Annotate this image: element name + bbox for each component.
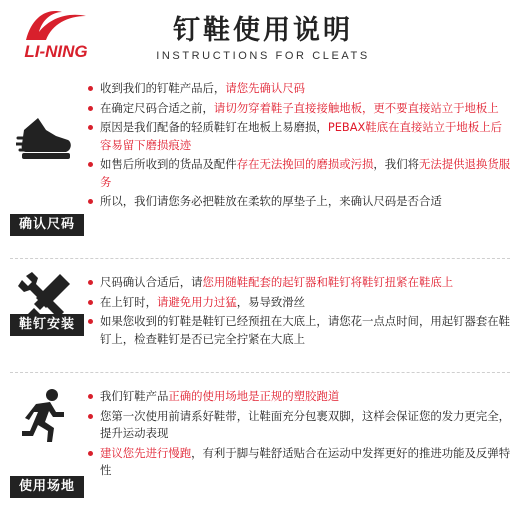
item-text: 如售后所收到的货品及配件	[100, 157, 237, 171]
brand-name: LI-NING	[24, 42, 88, 61]
item-text: 所以，我们请您务必把鞋放在柔软的厚垫子上，来确认尺码是否合适	[100, 194, 442, 208]
shoe-icon	[16, 108, 74, 166]
item-text: 在上钉时，	[100, 294, 157, 309]
item-text: 原因是我们配备的轻质鞋钉在地板上易磨损，	[100, 120, 328, 134]
item-text: ，易导致滑丝	[236, 294, 306, 309]
item-text: ，我们将	[373, 157, 419, 171]
item-text: ，有利于脚与鞋舒适贴合在运动中发挥更好的推进功能及反弹特性	[100, 445, 511, 477]
section-label: 确认尺码	[10, 214, 84, 236]
item-text: 尺码确认合适后，请	[100, 275, 203, 289]
section-items	[88, 388, 513, 482]
item-text: 在确定尺码合适之前，	[100, 100, 214, 115]
item-text: 收到我们的钉鞋产品后，	[100, 81, 226, 95]
item-highlight: 请切勿穿着鞋子直接接触地板，更不要直接站立于地板上	[213, 100, 499, 115]
list-item	[88, 408, 513, 443]
bullet-icon	[88, 106, 93, 111]
item-highlight: 请您先确认尺码	[225, 81, 306, 95]
bullet-icon	[88, 394, 93, 399]
header	[0, 0, 520, 72]
list-item	[88, 100, 513, 118]
list-item	[88, 274, 513, 292]
list-item	[88, 294, 513, 312]
list-item	[88, 445, 513, 480]
divider	[10, 372, 510, 373]
section-label: 鞋钉安装	[10, 314, 84, 336]
bullet-icon	[88, 86, 93, 91]
list-item	[88, 313, 513, 348]
item-highlight: 请避免用力过猛	[156, 294, 237, 309]
item-highlight: 建议您先进行慢跑	[100, 445, 192, 460]
item-text: 您第一次使用前请系好鞋带，让鞋面充分包裹双脚，这样会保证您的发力更完全，提升运动表现	[100, 408, 511, 440]
item-highlight: PEBAX鞋底在直接站立于地板上后容易留下磨损痕迹	[100, 120, 502, 152]
item-text: 如果您收到的钉鞋是鞋钉已经预扭在大底上，请您花一点点时间，用起钉器套在鞋钉上，检查鞋钉是否已完全拧紧在大底上	[100, 314, 511, 346]
list-item	[88, 193, 513, 211]
section-label: 使用场地	[10, 476, 84, 498]
bullet-icon	[88, 162, 93, 167]
bullet-icon	[88, 199, 93, 204]
page-title: 钉鞋使用说明	[173, 15, 353, 46]
bullet-icon	[88, 300, 93, 305]
item-highlight: 正确的使用场地是正规的塑胶跑道	[168, 389, 340, 403]
bullet-icon	[88, 451, 93, 456]
brand-logo	[10, 6, 102, 66]
bullet-icon	[88, 125, 93, 130]
page-subtitle: INSTRUCTIONS FOR CLEATS	[156, 50, 370, 62]
section-items	[88, 274, 513, 350]
section-items	[88, 80, 513, 213]
list-item	[88, 156, 513, 191]
runner-icon	[16, 388, 74, 446]
item-highlight: 无法提供退换货服务	[100, 157, 511, 189]
bullet-icon	[88, 414, 93, 419]
bullet-icon	[88, 319, 93, 324]
li-ning-swoosh-icon	[22, 6, 88, 42]
item-highlight: 您用随鞋配套的起钉器和鞋钉将鞋钉扭紧在鞋底上	[202, 275, 454, 289]
item-highlight: 存在无法挽回的磨损或污损	[236, 157, 374, 171]
item-text: 我们钉鞋产品	[100, 389, 169, 403]
bullet-icon	[88, 280, 93, 285]
list-item	[88, 80, 513, 98]
divider	[10, 258, 510, 259]
list-item	[88, 119, 513, 154]
list-item	[88, 388, 513, 406]
